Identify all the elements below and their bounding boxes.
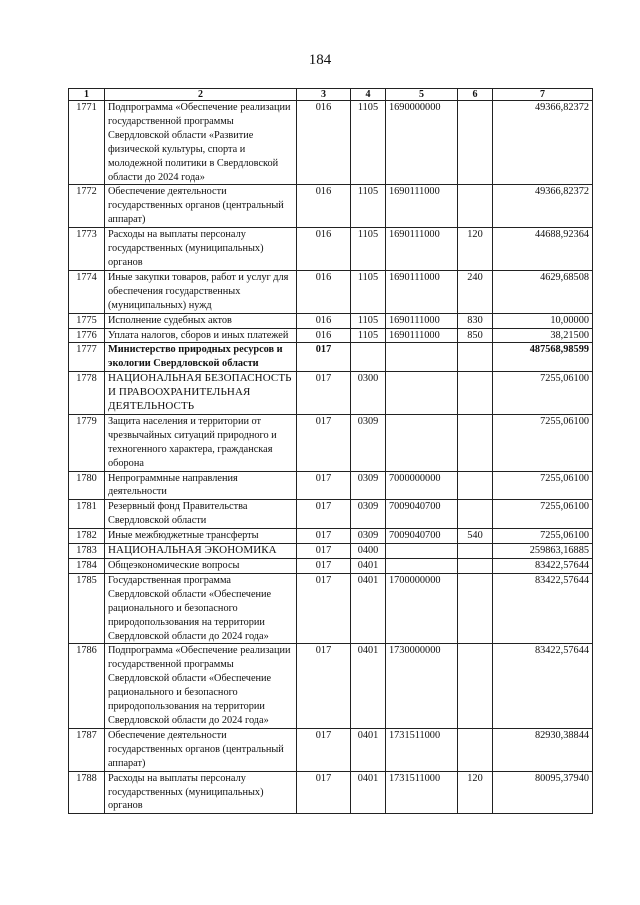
expense-type-code	[458, 471, 493, 500]
department-code: 017	[297, 544, 351, 559]
column-header-7: 7	[493, 89, 593, 101]
expense-name: Министерство природных ресурсов и экологии Свердловской области	[105, 343, 297, 372]
section-code: 0401	[351, 573, 386, 644]
section-code: 0309	[351, 414, 386, 471]
amount: 259863,16885	[493, 544, 593, 559]
department-code: 017	[297, 471, 351, 500]
department-code: 017	[297, 343, 351, 372]
column-header-3: 3	[297, 89, 351, 101]
expense-name: Расходы на выплаты персоналу государственных (муниципальных) органов	[105, 228, 297, 271]
department-code: 017	[297, 728, 351, 771]
amount: 7255,06100	[493, 471, 593, 500]
table-row	[69, 559, 593, 574]
expense-type-code	[458, 573, 493, 644]
target-item-code	[386, 343, 458, 372]
table-row	[69, 771, 593, 814]
department-code: 016	[297, 228, 351, 271]
amount: 82930,38844	[493, 728, 593, 771]
section-code: 1105	[351, 228, 386, 271]
section-code: 0309	[351, 529, 386, 544]
department-code: 017	[297, 500, 351, 529]
table-row	[69, 313, 593, 328]
department-code: 017	[297, 372, 351, 415]
target-item-code: 1690111000	[386, 185, 458, 228]
target-item-code	[386, 414, 458, 471]
amount: 7255,06100	[493, 529, 593, 544]
department-code: 016	[297, 185, 351, 228]
target-item-code: 1690111000	[386, 313, 458, 328]
amount: 49366,82372	[493, 185, 593, 228]
row-number: 1778	[69, 372, 105, 415]
department-code: 017	[297, 644, 351, 728]
expense-type-code	[458, 372, 493, 415]
expense-name: Обеспечение деятельности государственных органов (центральный аппарат)	[105, 185, 297, 228]
table-row	[69, 343, 593, 372]
department-code: 017	[297, 559, 351, 574]
amount: 83422,57644	[493, 559, 593, 574]
expense-name: Общеэкономические вопросы	[105, 559, 297, 574]
expense-name: Иные закупки товаров, работ и услуг для обеспечения государственных (муниципальных) нужд	[105, 270, 297, 313]
expense-type-code	[458, 644, 493, 728]
section-code: 0401	[351, 771, 386, 814]
section-code: 1105	[351, 101, 386, 185]
expense-type-code	[458, 343, 493, 372]
section-code: 0309	[351, 500, 386, 529]
table-row	[69, 185, 593, 228]
expense-type-code: 120	[458, 771, 493, 814]
expense-type-code: 240	[458, 270, 493, 313]
expense-name: Обеспечение деятельности государственных органов (центральный аппарат)	[105, 728, 297, 771]
expense-name: Непрограммные направления деятельности	[105, 471, 297, 500]
expense-type-code: 540	[458, 529, 493, 544]
row-number: 1786	[69, 644, 105, 728]
section-code: 0401	[351, 644, 386, 728]
table-row	[69, 101, 593, 185]
department-code: 017	[297, 529, 351, 544]
department-code: 016	[297, 328, 351, 343]
amount: 10,00000	[493, 313, 593, 328]
target-item-code: 1690111000	[386, 328, 458, 343]
section-code: 0400	[351, 544, 386, 559]
column-header-1: 1	[69, 89, 105, 101]
amount: 7255,06100	[493, 500, 593, 529]
expense-type-code: 850	[458, 328, 493, 343]
target-item-code: 7000000000	[386, 471, 458, 500]
section-code: 0309	[351, 471, 386, 500]
expense-name: НАЦИОНАЛЬНАЯ ЭКОНОМИКА	[105, 544, 297, 559]
expense-type-code	[458, 500, 493, 529]
department-code: 016	[297, 270, 351, 313]
page-number: 184	[308, 52, 332, 68]
expense-name: Расходы на выплаты персоналу государственных (муниципальных) органов	[105, 771, 297, 814]
expense-name: Резервный фонд Правительства Свердловской области	[105, 500, 297, 529]
row-number: 1772	[69, 185, 105, 228]
expense-name: Подпрограмма «Обеспечение реализации государственной программы Свердловской области «Обеспечение рационального и безопасного природопользования на территории Свердловской области до 2024 года»	[105, 644, 297, 728]
target-item-code: 1731511000	[386, 728, 458, 771]
table-row	[69, 228, 593, 271]
row-number: 1780	[69, 471, 105, 500]
table-row	[69, 414, 593, 471]
table-row	[69, 573, 593, 644]
department-code: 017	[297, 771, 351, 814]
row-number: 1774	[69, 270, 105, 313]
target-item-code: 1690000000	[386, 101, 458, 185]
target-item-code: 1700000000	[386, 573, 458, 644]
amount: 38,21500	[493, 328, 593, 343]
expense-name: НАЦИОНАЛЬНАЯ БЕЗОПАСНОСТЬ И ПРАВООХРАНИТЕЛЬНАЯ ДЕЯТЕЛЬНОСТЬ	[105, 372, 297, 415]
target-item-code: 1690111000	[386, 228, 458, 271]
department-code: 017	[297, 573, 351, 644]
column-header-2: 2	[105, 89, 297, 101]
section-code: 0401	[351, 728, 386, 771]
expense-type-code	[458, 185, 493, 228]
row-number: 1785	[69, 573, 105, 644]
section-code: 1105	[351, 328, 386, 343]
row-number: 1776	[69, 328, 105, 343]
section-code: 0401	[351, 559, 386, 574]
amount: 83422,57644	[493, 573, 593, 644]
department-code: 016	[297, 101, 351, 185]
expense-type-code	[458, 414, 493, 471]
row-number: 1779	[69, 414, 105, 471]
table-row	[69, 328, 593, 343]
target-item-code	[386, 372, 458, 415]
column-header-5: 5	[386, 89, 458, 101]
expense-type-code: 120	[458, 228, 493, 271]
row-number: 1771	[69, 101, 105, 185]
target-item-code: 1731511000	[386, 771, 458, 814]
row-number: 1775	[69, 313, 105, 328]
table-row	[69, 471, 593, 500]
table-row	[69, 644, 593, 728]
expense-name: Уплата налогов, сборов и иных платежей	[105, 328, 297, 343]
table-row	[69, 728, 593, 771]
section-code	[351, 343, 386, 372]
row-number: 1784	[69, 559, 105, 574]
row-number: 1773	[69, 228, 105, 271]
expense-type-code: 830	[458, 313, 493, 328]
expense-name: Подпрограмма «Обеспечение реализации государственной программы Свердловской области «Развитие физической культуры, спорта и молодежной политики в Свердловской области до 2024 года»	[105, 101, 297, 185]
department-code: 017	[297, 414, 351, 471]
amount: 44688,92364	[493, 228, 593, 271]
column-header-6: 6	[458, 89, 493, 101]
expense-type-code	[458, 728, 493, 771]
column-header-4: 4	[351, 89, 386, 101]
target-item-code	[386, 559, 458, 574]
table-row	[69, 544, 593, 559]
row-number: 1788	[69, 771, 105, 814]
amount: 80095,37940	[493, 771, 593, 814]
department-code: 016	[297, 313, 351, 328]
expense-type-code	[458, 559, 493, 574]
table-row	[69, 500, 593, 529]
section-code: 1105	[351, 185, 386, 228]
amount: 487568,98599	[493, 343, 593, 372]
row-number: 1781	[69, 500, 105, 529]
section-code: 1105	[351, 313, 386, 328]
table-body	[69, 101, 593, 814]
row-number: 1787	[69, 728, 105, 771]
expense-type-code	[458, 544, 493, 559]
target-item-code: 7009040700	[386, 529, 458, 544]
target-item-code	[386, 544, 458, 559]
expense-name: Иные межбюджетные трансферты	[105, 529, 297, 544]
table-header-row	[69, 89, 593, 101]
amount: 4629,68508	[493, 270, 593, 313]
expense-name: Исполнение судебных актов	[105, 313, 297, 328]
expense-name: Защита населения и территории от чрезвычайных ситуаций природного и техногенного характера, гражданская оборона	[105, 414, 297, 471]
row-number: 1777	[69, 343, 105, 372]
section-code: 0300	[351, 372, 386, 415]
table-row	[69, 372, 593, 415]
amount: 83422,57644	[493, 644, 593, 728]
table-row	[69, 529, 593, 544]
target-item-code: 7009040700	[386, 500, 458, 529]
expense-type-code	[458, 101, 493, 185]
row-number: 1782	[69, 529, 105, 544]
budget-table	[68, 88, 593, 814]
target-item-code: 1730000000	[386, 644, 458, 728]
target-item-code: 1690111000	[386, 270, 458, 313]
section-code: 1105	[351, 270, 386, 313]
expense-name: Государственная программа Свердловской области «Обеспечение рационального и безопасного природопользования на территории Свердловской области до 2024 года»	[105, 573, 297, 644]
amount: 7255,06100	[493, 372, 593, 415]
amount: 49366,82372	[493, 101, 593, 185]
table-row	[69, 270, 593, 313]
row-number: 1783	[69, 544, 105, 559]
amount: 7255,06100	[493, 414, 593, 471]
